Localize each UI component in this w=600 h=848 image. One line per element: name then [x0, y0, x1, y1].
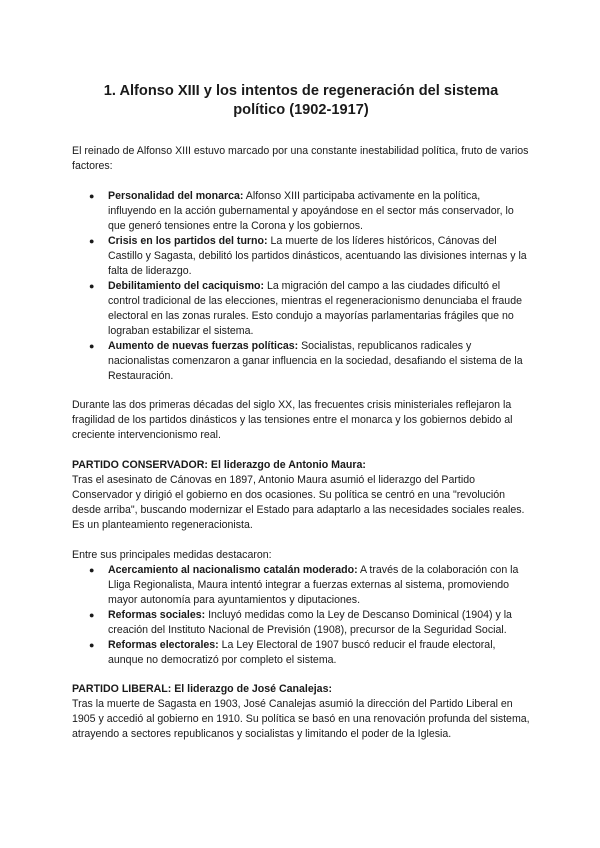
- document-title: 1. Alfonso XIII y los intentos de regeneración del sistema político (1902-1917): [103, 83, 499, 118]
- factors-list: [72, 189, 530, 384]
- conservador-heading: PARTIDO CONSERVADOR: El liderazgo de Antonio Maura:: [72, 459, 366, 471]
- list-item: [72, 339, 530, 384]
- factor-text: La muerte de los líderes históricos, Cánovas del Castillo y Sagasta, debilitó los partidos dinásticos, acentuando las divisiones internas y la falta de liderazgo.: [108, 235, 527, 277]
- measure-text: Incluyó medidas como la Ley de Descanso Dominical (1904) y la creación del Instituto Nacional de Previsión (1908), precursor de la Seguridad Social.: [108, 609, 512, 636]
- list-item: [72, 608, 530, 638]
- factor-label: Personalidad del monarca:: [108, 190, 244, 202]
- measure-label: Reformas sociales:: [108, 609, 206, 621]
- factor-label: Debilitamiento del caciquismo:: [108, 280, 264, 292]
- list-item: [72, 563, 530, 608]
- measure-label: Reformas electorales:: [108, 639, 219, 651]
- intro-paragraph: El reinado de Alfonso XIII estuvo marcado por una constante inestabilidad política, fruto de varios factores:: [72, 145, 529, 172]
- measure-text: La Ley Electoral de 1907 buscó reducir el fraude electoral, aunque no democratizó por completo el sistema.: [108, 639, 496, 666]
- measures-intro: Entre sus principales medidas destacaron:: [72, 549, 272, 561]
- measures-list: [72, 563, 530, 668]
- measure-label: Acercamiento al nacionalismo catalán moderado:: [108, 564, 358, 576]
- list-item: [72, 234, 530, 279]
- bullet-icon: ●: [89, 236, 95, 246]
- list-item: [72, 638, 530, 668]
- list-item: [72, 279, 530, 339]
- list-item: [72, 189, 530, 234]
- bullet-icon: ●: [89, 640, 95, 650]
- liberal-paragraph: Tras la muerte de Sagasta en 1903, José Canalejas asumió la dirección del Partido Liberal en 1905 y accedió al gobierno en 1910. Su política se basó en una renovación profunda del sistema, atrayendo a sectores republicanos y socialistas y limitando el poder de la Iglesia.: [72, 698, 530, 740]
- factor-label: Aumento de nuevas fuerzas políticas:: [108, 340, 299, 352]
- factor-text: La migración del campo a las ciudades dificultó el control tradicional de las elecciones, mientras el regeneracionismo denunciaba el fraude electoral en las zonas rurales. Esto condujo a mayorías parlamentarias frágiles que no lograban estabilizar el sistema.: [108, 280, 522, 337]
- document-page: [72, 82, 530, 742]
- factor-text: Socialistas, republicanos radicales y nacionalistas comenzaron a ganar influencia en la sociedad, desafiando el sistema de la Restauración.: [108, 340, 523, 382]
- liberal-heading: PARTIDO LIBERAL: El liderazgo de José Canalejas:: [72, 683, 332, 695]
- decades-paragraph: Durante las dos primeras décadas del siglo XX, las frecuentes crisis ministeriales reflejaron la fragilidad de los partidos dinásticos y las tensiones entre el monarca y los gobiernos debido al creciente intervencionismo real.: [72, 399, 513, 441]
- measure-text: A través de la colaboración con la Lliga Regionalista, Maura intentó integrar a fuerzas externas al sistema, promoviendo mayor autonomía para ayuntamientos y diputaciones.: [108, 564, 519, 606]
- factor-label: Crisis en los partidos del turno:: [108, 235, 268, 247]
- factor-text: Alfonso XIII participaba activamente en la política, influyendo en la acción gubernamental y apoyándose en el sector más conservador, lo que generó tensiones entre la Corona y los gobiernos.: [108, 190, 514, 232]
- bullet-icon: ●: [89, 610, 95, 620]
- conservador-paragraph: Tras el asesinato de Cánovas en 1897, Antonio Maura asumió el liderazgo del Partido Conservador y dirigió el gobierno en dos ocasiones. Su política se centró en una "revolución desde arriba", buscando modernizar el Estado para adaptarlo a las necesidades sociales reales. Es un planteamiento regeneracionista.: [72, 474, 525, 531]
- bullet-icon: ●: [89, 281, 95, 291]
- bullet-icon: ●: [89, 341, 95, 351]
- bullet-icon: ●: [89, 191, 95, 201]
- bullet-icon: ●: [89, 565, 95, 575]
